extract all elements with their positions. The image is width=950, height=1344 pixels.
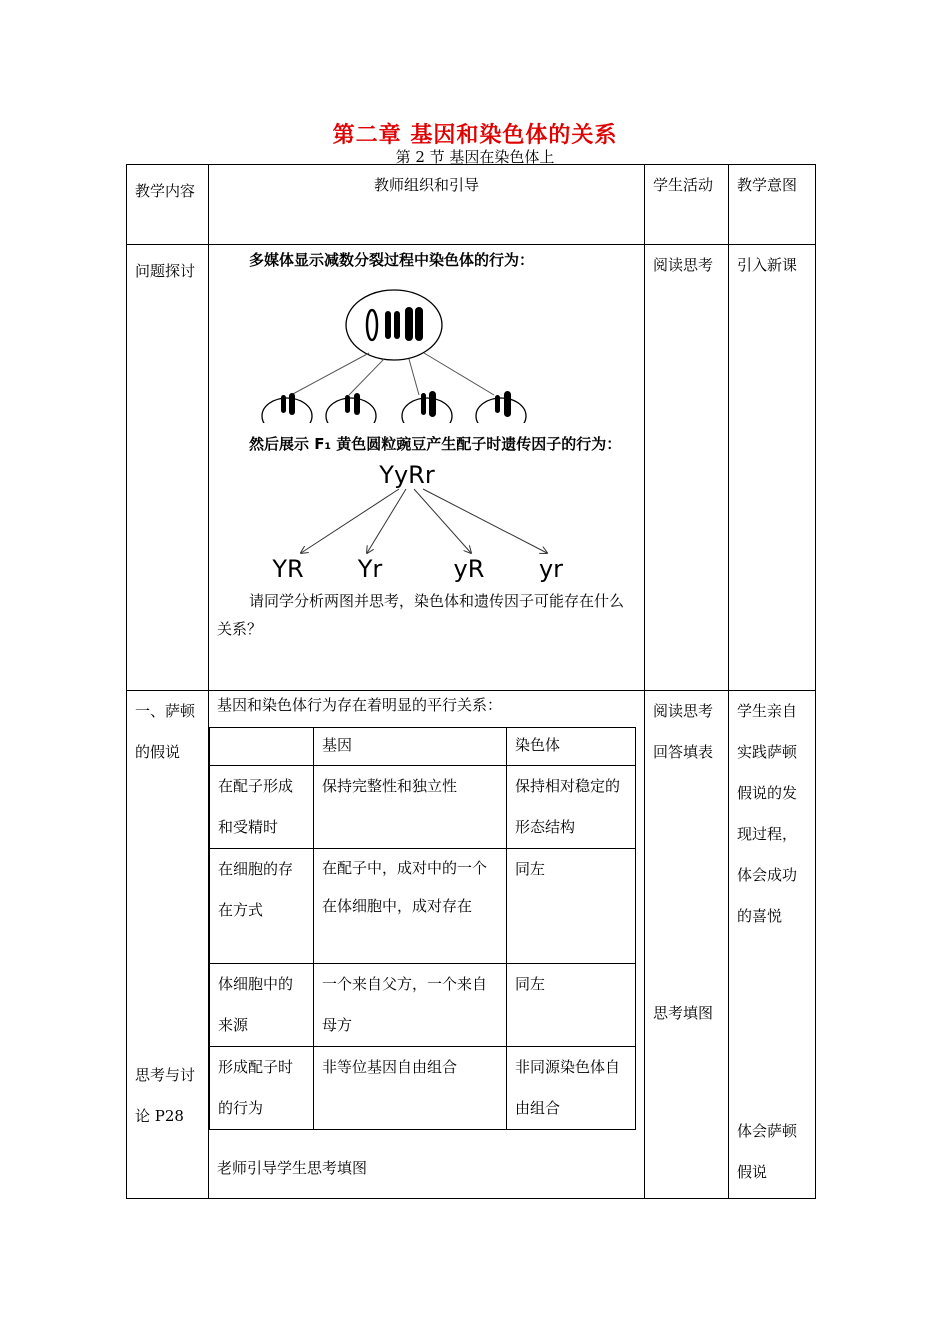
student-activity-top: 阅读思考回答填表 [653, 702, 714, 761]
table-cell: 同左 [507, 964, 636, 1047]
parallel-header-blank [210, 728, 314, 766]
gamete-yr-upper: YR [272, 555, 304, 583]
intent-top: 学生亲自实践萨顿假说的发现过程，体会成功的喜悦 [737, 702, 798, 925]
header-student: 学生活动 [645, 165, 729, 245]
meiosis-daughter-cells [209, 391, 643, 421]
gamete-diagram [209, 459, 643, 583]
row1-intent: 引入新课 [729, 245, 816, 691]
row1-student: 阅读思考 [645, 245, 729, 691]
intent-bottom: 体会萨顿假说 [737, 1122, 798, 1181]
header-content: 教学内容 [127, 165, 209, 245]
parallel-table [209, 727, 636, 1130]
row1-content: 问题探讨 [127, 245, 209, 691]
saton-hypothesis-label: 一、萨顿的假说 [135, 702, 196, 761]
table-cell: 形成配子时的行为 [210, 1047, 314, 1130]
row2-content [127, 691, 209, 1199]
table-cell: 体细胞中的来源 [210, 964, 314, 1047]
row2-student [645, 691, 729, 1199]
table-cell: 非等位基因自由组合 [314, 1047, 507, 1130]
discussion-label: 思考与讨论 P28 [135, 1066, 196, 1125]
genotype-label: YyRr [379, 461, 435, 489]
table-cell: 在细胞的存在方式 [210, 849, 314, 964]
table-cell: 保持相对稳定的形态结构 [507, 766, 636, 849]
table-cell: 在配子中，成对中的一个 在体细胞中，成对存在 [314, 849, 507, 964]
closing-text: 老师引导学生思考填图 [217, 1159, 368, 1177]
header-intent: 教学意图 [729, 165, 816, 245]
parallel-header-chromosome: 染色体 [507, 728, 636, 766]
f1-line: 然后展示 F₁ 黄色圆粒豌豆产生配子时遗传因子的行为： [249, 435, 622, 453]
section-subtitle: 第 2 节 基因在染色体上 [395, 148, 555, 166]
student-activity-bottom: 思考填图 [653, 1004, 714, 1022]
parallel-intro: 基因和染色体行为存在着明显的平行关系： [217, 696, 503, 714]
gamete-yr-mixed-2: yR [453, 555, 485, 583]
table-cell: 在配子形成和受精时 [210, 766, 314, 849]
gamete-yr-lower: yr [538, 555, 564, 583]
parallel-header-gene: 基因 [314, 728, 507, 766]
row2-intent [729, 691, 816, 1199]
gamete-yr-mixed-1: Yr [357, 555, 383, 583]
table-cell: 一个来自父方，一个来自母方 [314, 964, 507, 1047]
chapter-title: 第二章 基因和染色体的关系 [332, 123, 618, 148]
row1-teacher [209, 245, 645, 691]
lesson-table [126, 164, 816, 1199]
table-cell: 同左 [507, 849, 636, 964]
header-teacher: 教师组织和引导 [209, 165, 645, 245]
row2-teacher [209, 691, 645, 1199]
table-cell: 非同源染色体自由组合 [507, 1047, 636, 1130]
question-text: 请同学分析两图并思考，染色体和遗传因子可能存在什么关系？ [217, 592, 625, 638]
table-cell: 保持完整性和独立性 [314, 766, 507, 849]
multimedia-line: 多媒体显示减数分裂过程中染色体的行为： [249, 251, 535, 269]
